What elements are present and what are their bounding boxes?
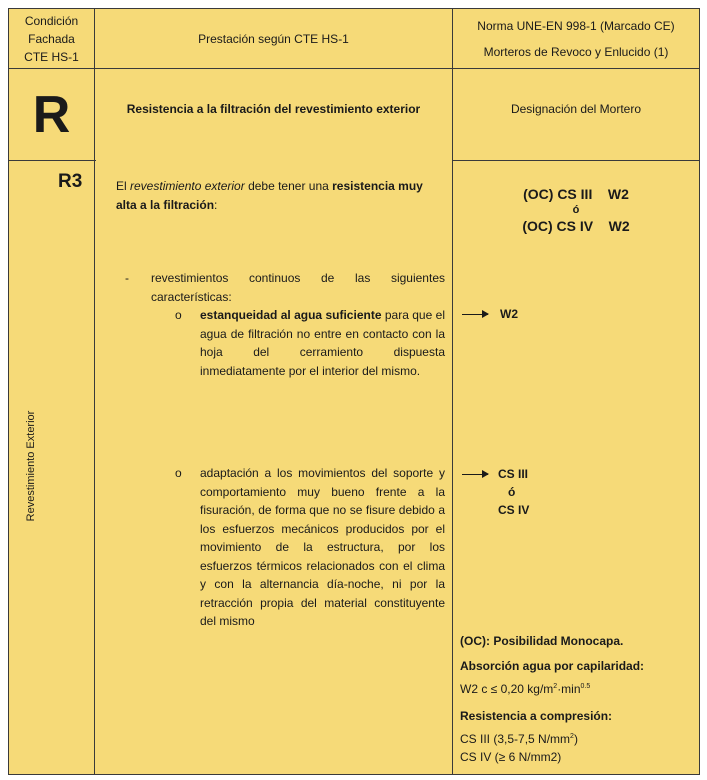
- header-prestacion: [95, 9, 452, 68]
- border-row1-left: [8, 160, 96, 161]
- intro-text-3: debe tener una: [244, 179, 333, 193]
- note-compresion-sup: 2: [570, 733, 574, 740]
- item2-result-cs3: CS III: [498, 467, 529, 481]
- item1-result: [462, 306, 518, 322]
- row-title: [95, 69, 452, 149]
- header-prestacion-label: Prestación según CTE HS-1: [198, 31, 349, 46]
- border-bottom: [8, 774, 700, 775]
- item1-text: [200, 306, 445, 380]
- item1-result-text: W2: [500, 307, 518, 321]
- dash-item-text: revestimientos continuos de las siguientes características:: [151, 271, 445, 304]
- intro-paragraph: [116, 177, 446, 214]
- mortar-line-2: (OC) CS IV W2: [522, 218, 630, 234]
- mortar-designation: [453, 185, 699, 235]
- arrow-right-icon: [462, 314, 488, 315]
- designation-header: [453, 69, 699, 149]
- grade-label: R3: [58, 171, 83, 192]
- condition-letter: R: [32, 85, 71, 144]
- facade-label: Revestimiento Exterior: [25, 410, 37, 522]
- intro-text-5: :: [214, 197, 218, 212]
- mortar-line-1: (OC) CS III W2: [523, 186, 629, 202]
- header-norma-line1: Norma UNE-EN 998-1 (Marcado CE): [477, 18, 675, 33]
- dash-bullet: -: [125, 271, 129, 285]
- note-compresion-cs4: CS IV (≥ 6 N/mm2): [460, 750, 562, 764]
- designation-header-text: Designación del Mortero: [510, 102, 642, 116]
- note-compresion-cs3: [460, 730, 696, 748]
- note-absorcion-value: [460, 680, 696, 698]
- item2-result: [462, 465, 529, 519]
- arrow-right-icon: [462, 474, 488, 475]
- note-absorcion-title: Absorción agua por capilaridad:: [460, 659, 645, 673]
- item2-result-or: ó: [508, 485, 516, 499]
- header-condicion-line3: CTE HS-1: [24, 49, 79, 64]
- header-norma-line2: Morteros de Revoco y Enlucido (1): [483, 44, 669, 59]
- note-absorcion-sup1: 2: [553, 683, 558, 690]
- mortar-or: ó: [572, 204, 580, 216]
- header-condicion-line2: Fachada: [28, 31, 75, 46]
- border-right: [699, 8, 700, 775]
- item1-bullet: o: [175, 308, 182, 322]
- border-row1-right: [452, 160, 700, 161]
- item1-bold: estanqueidad al agua suficiente: [200, 308, 382, 322]
- header-condicion: [9, 9, 94, 68]
- note-oc: (OC): Posibilidad Monocapa.: [460, 634, 624, 648]
- intro-text-bold: resistencia muy alta a la filtración: [116, 179, 423, 212]
- notes-block: [460, 632, 696, 766]
- note-compresion-cs3-end: ): [573, 732, 578, 746]
- note-absorcion-text: W2 c ≤ 0,20 kg/m: [460, 682, 554, 696]
- note-absorcion-sup2: 0.5: [580, 683, 591, 690]
- row-title-text: Resistencia a la filtración del revestimiento exterior: [126, 102, 421, 116]
- intro-text-italic: revestimiento exterior: [130, 179, 245, 193]
- header-condicion-line1: Condición: [24, 13, 79, 28]
- header-norma: [453, 9, 699, 68]
- intro-text-1: El: [116, 179, 131, 193]
- note-compresion-title: Resistencia a compresión:: [460, 709, 613, 723]
- note-compresion-cs3-text: CS III (3,5-7,5 N/mm: [460, 732, 571, 746]
- item1-rest: para que el agua de filtración no entre en contacto con la hoja del cerramiento dispuesta inmediatamente por el interior del mismo.: [200, 308, 445, 378]
- item2-bullet: o: [175, 466, 182, 480]
- item2-text: adaptación a los movimientos del soporte y comportamiento muy bueno frente a la fisuración, de forma que no se fisure debido a los esfuerzos mecánicos producidos por el movimiento de la estructura, por los esfuerzos térmicos relacionados con el clima y con la alternancia día-noche, ni por la retracción propia del material constituyente del mismo: [200, 466, 445, 628]
- item2-result-cs4: CS IV: [498, 503, 530, 517]
- note-absorcion-mid: ·min: [557, 682, 581, 696]
